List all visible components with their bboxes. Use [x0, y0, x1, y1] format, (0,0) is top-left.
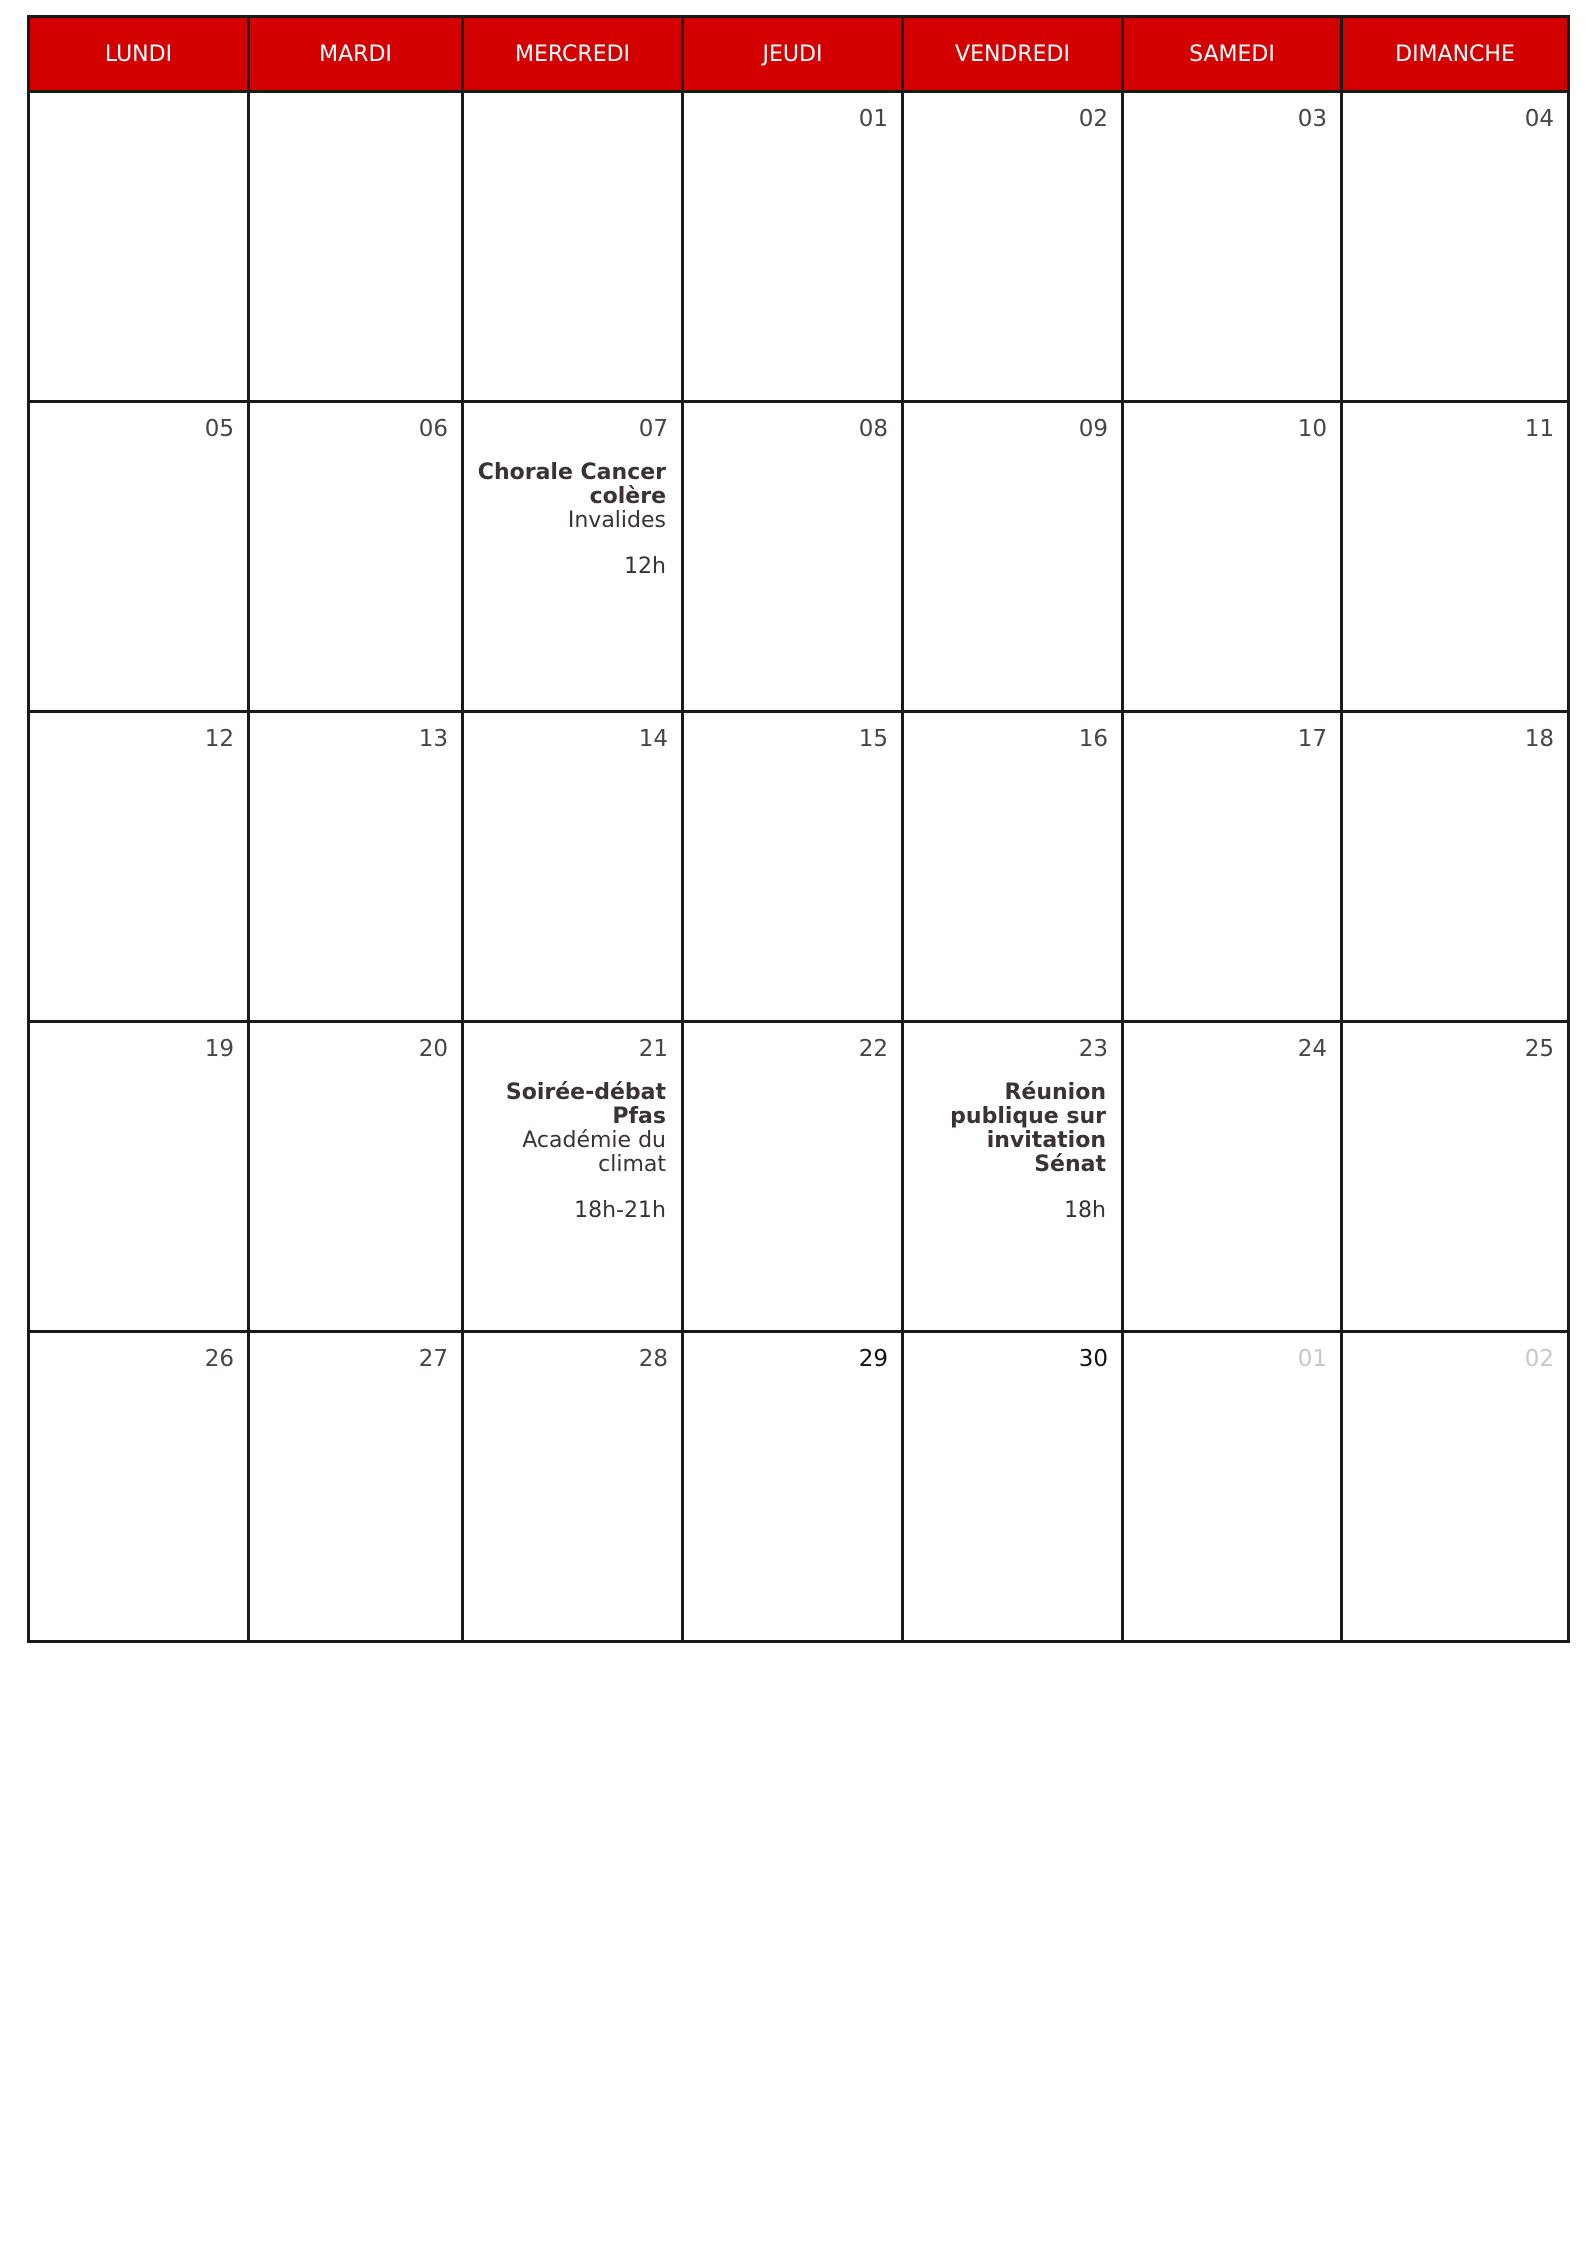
day-number: 18 [1524, 726, 1554, 752]
day-number: 03 [1297, 106, 1327, 132]
day-number [40, 105, 234, 133]
day-cell[interactable] [249, 712, 463, 1022]
day-number: 02 [1524, 1346, 1554, 1372]
event-time: 18h-21h [574, 1198, 666, 1223]
day-cell[interactable] [683, 712, 903, 1022]
day-cell[interactable] [1123, 92, 1342, 402]
day-number: 24 [1297, 1036, 1327, 1062]
day-number: 10 [1297, 416, 1327, 442]
day-number: 28 [638, 1346, 668, 1372]
day-cell[interactable] [903, 1022, 1123, 1332]
day-number: 01 [1297, 1346, 1327, 1372]
day-cell[interactable] [683, 1332, 903, 1642]
week-row [29, 712, 1569, 1022]
day-number: 15 [858, 726, 888, 752]
day-cell[interactable] [903, 712, 1123, 1022]
weekday-header-mercredi: MERCREDI [463, 17, 683, 92]
day-number: 25 [1524, 1036, 1554, 1062]
day-number: 29 [858, 1346, 888, 1372]
day-cell[interactable] [1123, 402, 1342, 712]
day-number: 06 [418, 416, 448, 442]
day-number: 26 [204, 1346, 234, 1372]
day-number: 19 [204, 1036, 234, 1062]
day-cell[interactable] [1123, 712, 1342, 1022]
weekday-header-row [29, 17, 1569, 92]
day-cell[interactable] [1342, 402, 1569, 712]
day-number: 09 [1078, 416, 1108, 442]
day-number: 30 [1078, 1346, 1108, 1372]
weekday-header-vendredi: VENDREDI [903, 17, 1123, 92]
day-number: 16 [1078, 726, 1108, 752]
event-time: 12h [624, 554, 666, 579]
day-cell[interactable] [903, 1332, 1123, 1642]
day-number: 23 [1078, 1036, 1108, 1062]
day-number: 14 [638, 726, 668, 752]
week-row [29, 1022, 1569, 1332]
week-row [29, 1332, 1569, 1642]
day-number: 07 [638, 416, 668, 442]
day-cell[interactable] [903, 402, 1123, 712]
day-number [474, 105, 668, 133]
calendar-event[interactable] [914, 1081, 1108, 1223]
day-number: 11 [1524, 416, 1554, 442]
weekday-header-mardi: MARDI [249, 17, 463, 92]
weekday-header-dimanche: DIMANCHE [1342, 17, 1569, 92]
week-row [29, 402, 1569, 712]
day-number: 22 [858, 1036, 888, 1062]
day-cell[interactable] [1342, 712, 1569, 1022]
day-number: 20 [418, 1036, 448, 1062]
event-title: Réunion publique sur invitation Sénat [950, 1080, 1106, 1177]
weekday-header-jeudi: JEUDI [683, 17, 903, 92]
day-number: 05 [204, 416, 234, 442]
day-cell[interactable] [29, 712, 249, 1022]
day-number: 02 [1078, 106, 1108, 132]
day-number: 13 [418, 726, 448, 752]
week-row [29, 92, 1569, 402]
day-cell[interactable] [683, 402, 903, 712]
day-cell[interactable] [1342, 92, 1569, 402]
day-cell[interactable] [463, 92, 683, 402]
weekday-header-samedi: SAMEDI [1123, 17, 1342, 92]
day-cell[interactable] [683, 92, 903, 402]
day-cell[interactable] [463, 1332, 683, 1642]
day-cell[interactable] [463, 402, 683, 712]
month-calendar [27, 15, 1570, 1643]
day-cell[interactable] [249, 402, 463, 712]
weekday-header-lundi: LUNDI [29, 17, 249, 92]
day-cell[interactable] [1123, 1022, 1342, 1332]
day-cell[interactable] [1342, 1022, 1569, 1332]
day-cell[interactable] [463, 712, 683, 1022]
calendar-event[interactable] [474, 461, 668, 579]
day-number: 08 [858, 416, 888, 442]
event-title: Soirée-débat Pfas [505, 1080, 666, 1129]
event-time: 18h [1064, 1198, 1106, 1223]
day-cell[interactable] [1123, 1332, 1342, 1642]
day-cell[interactable] [903, 92, 1123, 402]
day-number: 27 [418, 1346, 448, 1372]
day-cell[interactable] [29, 1332, 249, 1642]
calendar-weeks [29, 92, 1569, 1642]
day-number [260, 105, 448, 133]
day-number: 01 [858, 106, 888, 132]
event-title: Chorale Cancer colère [477, 460, 666, 509]
day-cell[interactable] [249, 1332, 463, 1642]
day-number: 12 [204, 726, 234, 752]
event-location: Académie du climat [522, 1128, 666, 1177]
day-number: 21 [638, 1036, 668, 1062]
day-number: 04 [1524, 106, 1554, 132]
event-location: Invalides [567, 508, 666, 533]
day-cell[interactable] [249, 92, 463, 402]
day-cell[interactable] [463, 1022, 683, 1332]
day-cell[interactable] [29, 1022, 249, 1332]
day-cell[interactable] [29, 402, 249, 712]
calendar-event[interactable] [474, 1081, 668, 1223]
day-number: 17 [1297, 726, 1327, 752]
day-cell[interactable] [1342, 1332, 1569, 1642]
day-cell[interactable] [683, 1022, 903, 1332]
day-cell[interactable] [249, 1022, 463, 1332]
day-cell[interactable] [29, 92, 249, 402]
